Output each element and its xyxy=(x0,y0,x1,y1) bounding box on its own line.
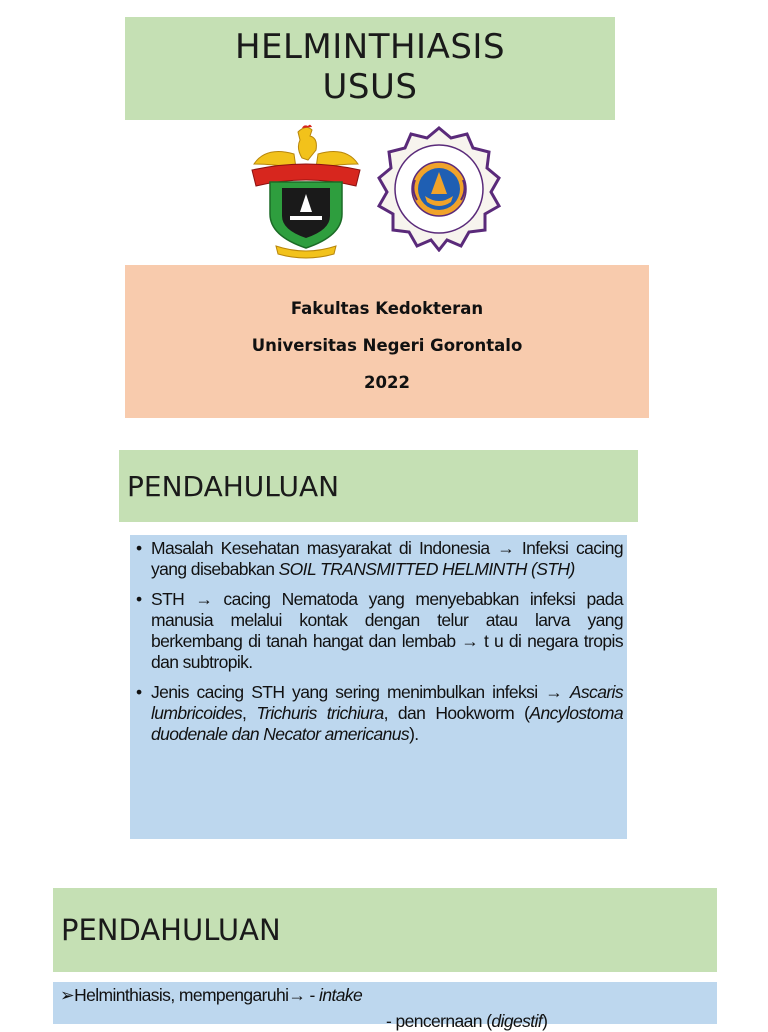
line-text: ➢Helminthiasis, mempengaruhi→ - xyxy=(60,985,320,1005)
bullet-text: STH → cacing Nematoda yang menyebabkan infeksi pada manusia melalui kontak dengan telur atau larva yang berkembang di tanah hangat dan lembab → t u di negara tropis dan subtropik. xyxy=(151,589,623,672)
faculty-info-box xyxy=(125,265,649,418)
line-italic-text: intake xyxy=(319,985,363,1005)
universitas-hasanuddin-logo xyxy=(246,124,366,260)
bullet-item xyxy=(136,589,623,673)
bullet-item xyxy=(136,538,623,580)
content-line-2 xyxy=(386,1011,547,1032)
species-name: Ascaris lumbricoides xyxy=(151,682,623,723)
bullet-italic-text: SOIL TRANSMITTED HELMINTH (STH) xyxy=(278,559,575,579)
bullet-text: Masalah Kesehatan masyarakat di Indonesia → Infeksi cacing yang disebabkan xyxy=(151,538,623,579)
title-line-1: HELMINTHIASIS xyxy=(234,27,506,67)
section-heading-2-text: PENDAHULUAN xyxy=(61,913,281,947)
species-name: Ancylostoma duodenale dan Necator americanus xyxy=(151,703,623,744)
bullet-text: Jenis cacing STH yang sering menimbulkan infeksi → xyxy=(151,682,570,702)
year: 2022 xyxy=(364,373,410,392)
bullet-text: ). xyxy=(409,724,419,744)
line-text: ) xyxy=(542,1011,548,1031)
document-title xyxy=(125,17,615,120)
section-heading-2 xyxy=(53,888,717,972)
bullet-dot: • xyxy=(136,682,142,702)
faculty-name: Fakultas Kedokteran xyxy=(290,299,484,318)
line-text: - pencernaan ( xyxy=(386,1011,492,1031)
bullet-text: , dan Hookworm ( xyxy=(383,703,530,723)
universitas-negeri-gorontalo-logo xyxy=(375,126,503,252)
introduction-content-2 xyxy=(53,982,717,1031)
title-line-2: USUS xyxy=(322,67,418,107)
bullet-dot: • xyxy=(136,538,142,558)
section-heading-1 xyxy=(119,450,638,522)
line-italic-text: digestif xyxy=(491,1011,543,1031)
species-name: Trichuris trichiura xyxy=(256,703,384,723)
bullet-text: , xyxy=(242,703,257,723)
bullet-item xyxy=(136,682,623,745)
university-name: Universitas Negeri Gorontalo xyxy=(251,336,523,355)
section-heading-1-text: PENDAHULUAN xyxy=(127,469,340,503)
content-line-1 xyxy=(60,985,362,1006)
introduction-content xyxy=(130,535,627,839)
bullet-dot: • xyxy=(136,589,142,609)
